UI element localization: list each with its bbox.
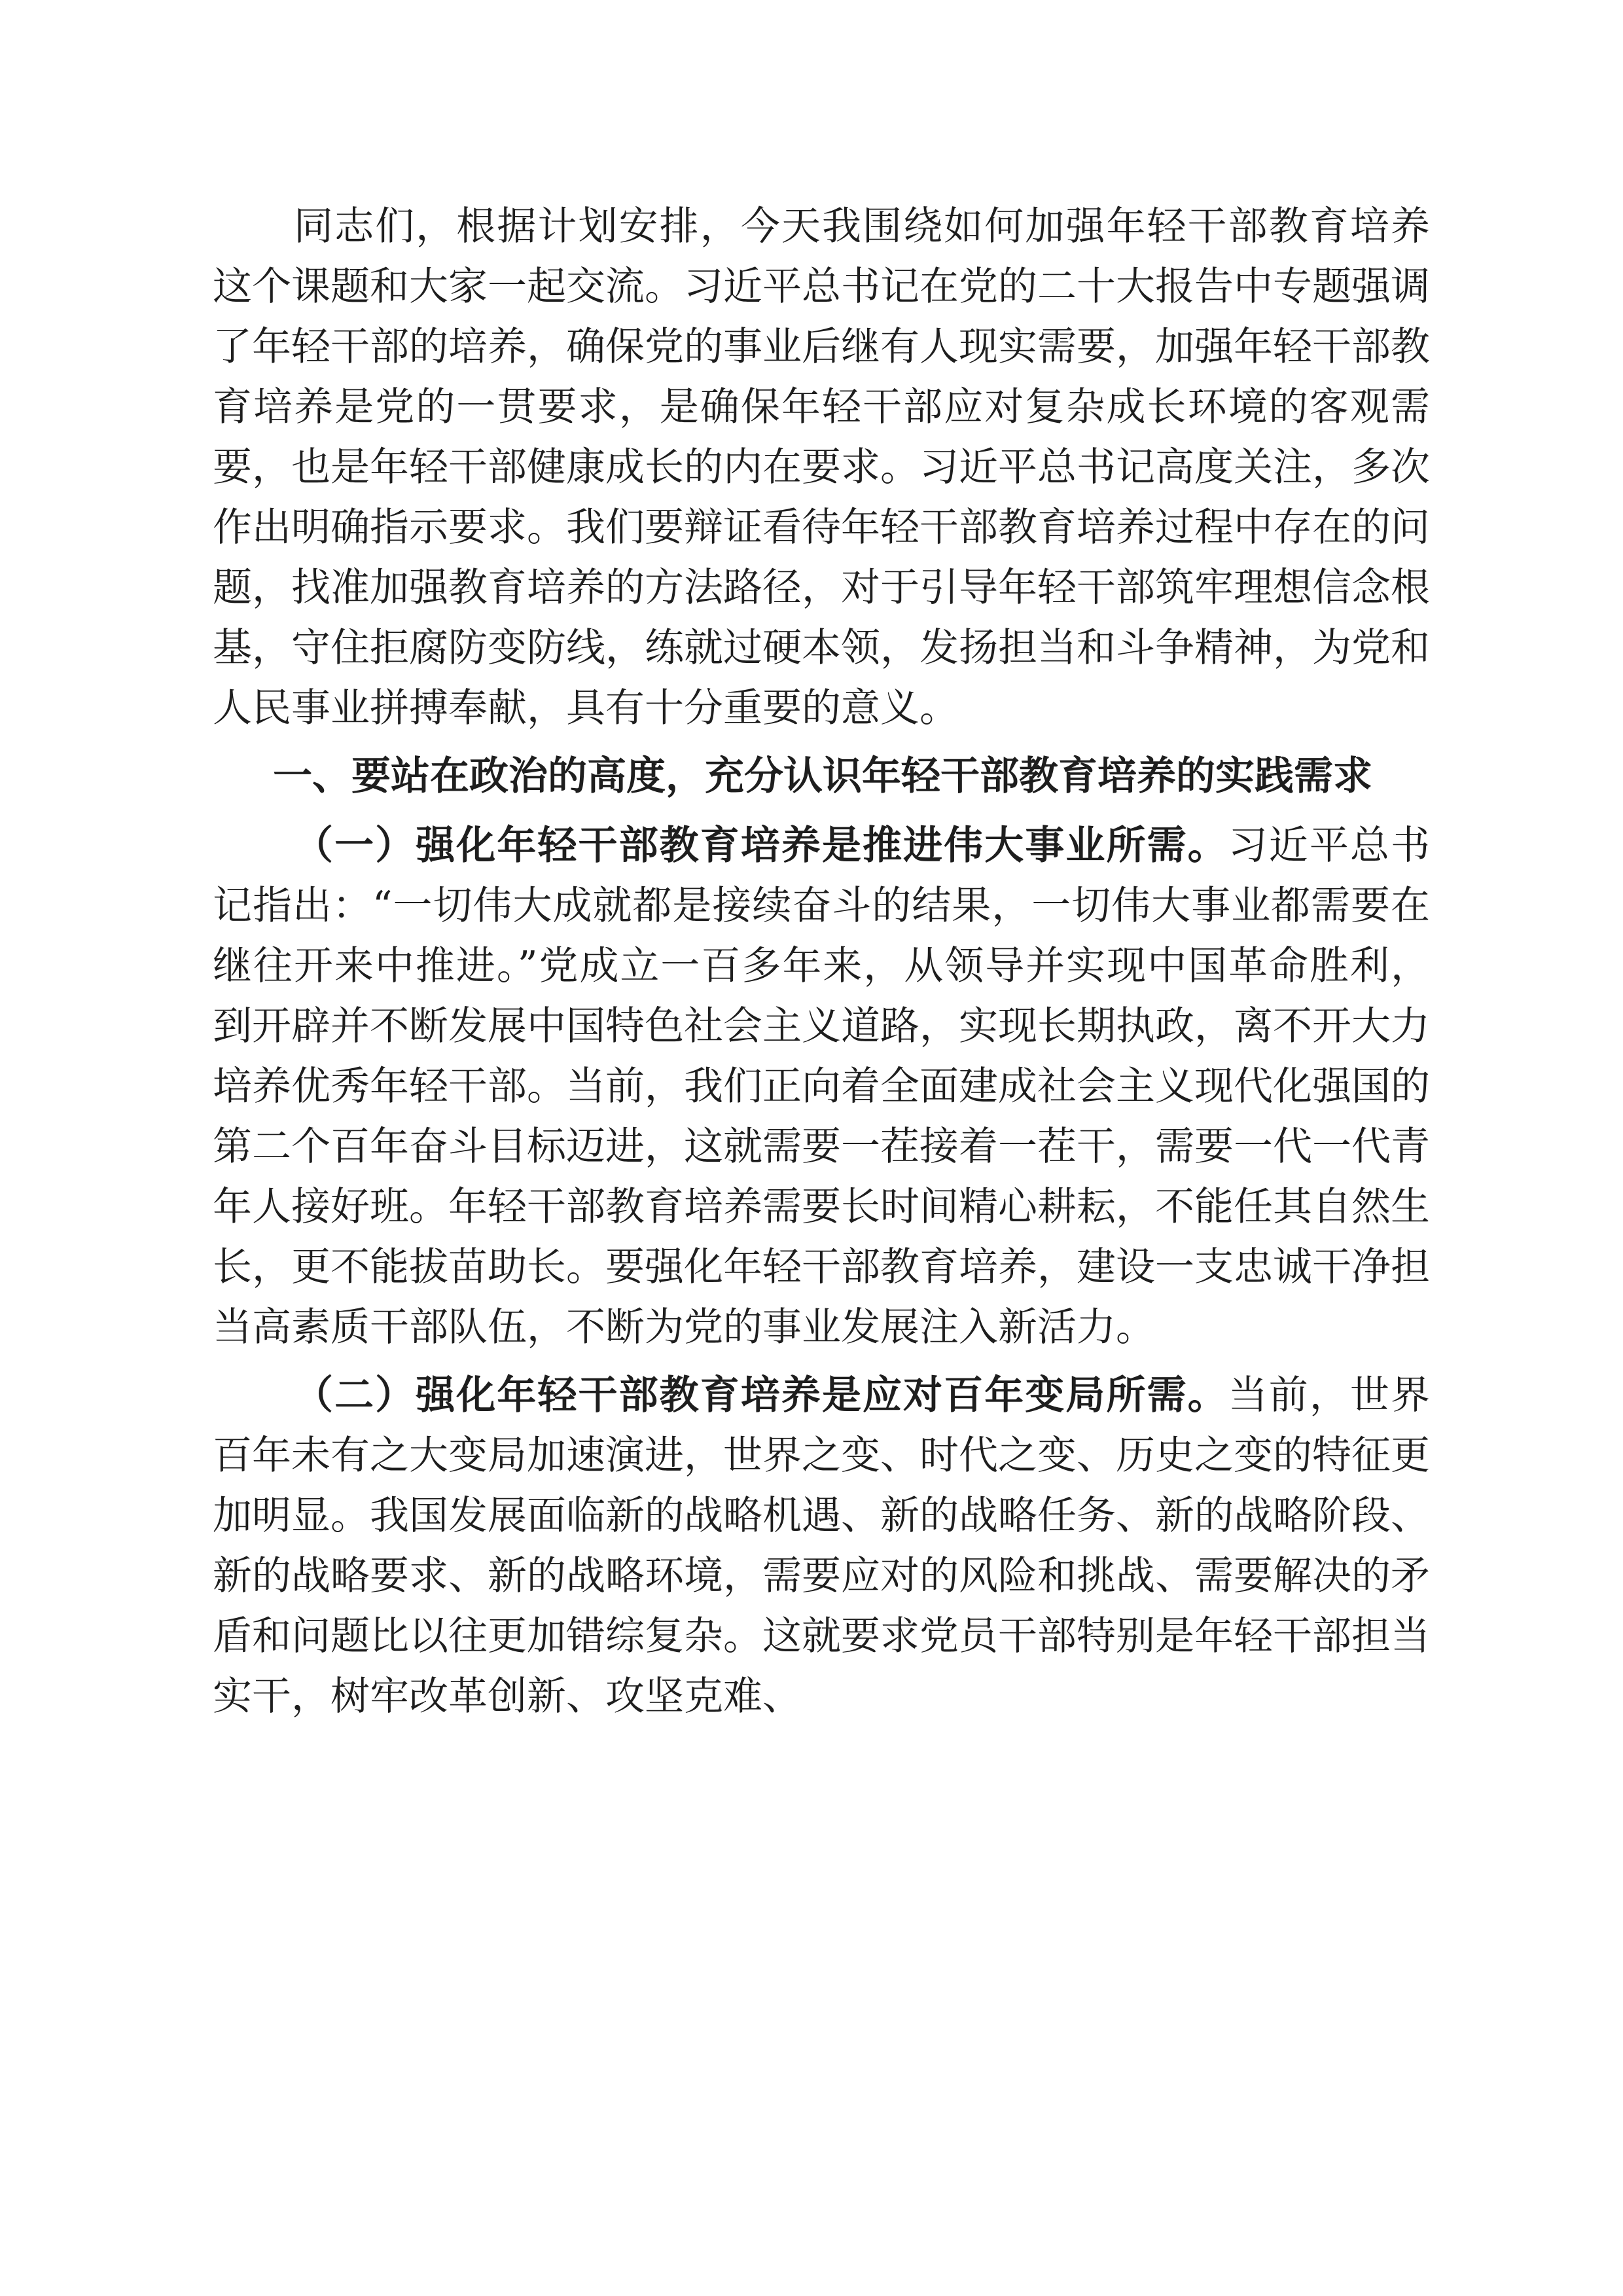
subsection-paragraph-1	[213, 816, 1430, 1357]
subsection-paragraph-2	[213, 1365, 1430, 1727]
subsection-lead-1: （一）强化年轻干部教育培养是推进伟大事业所需。	[294, 823, 1228, 869]
section-heading: 一、要站在政治的高度，充分认识年轻干部教育培养的实践需求	[273, 753, 1372, 799]
subsection-body-1: 习近平总书记指出：“一切伟大成就都是接续奋斗的结果，一切伟大事业都需要在继往开来中推进。”党成立一百多年来，从领导并实现中国革命胜利，到开辟并不断发展中国特色社会主义道路，实现长期执政，离不开大力培养优秀年轻干部。当前，我们正向着全面建成社会主义现代化强国的第二个百年奋斗目标迈进，这就需要一茬接着一茬干，需要一代一代青年人接好班。年轻干部教育培养需要长时间精心耕耘，不能任其自然生长，更不能拔苗助长。要强化年轻干部教育培养，建设一支忠诚干净担当高素质干部队伍，不断为党的事业发展注入新活力。	[213, 823, 1430, 1350]
subsection-lead-2: （二）强化年轻干部教育培养是应对百年变局所需。	[294, 1372, 1228, 1418]
subsection-body-2: 当前，世界百年未有之大变局加速演进，世界之变、时代之变、历史之变的特征更加明显。我国发展面临新的战略机遇、新的战略任务、新的战略阶段、新的战略要求、新的战略环境，需要应对的风险和挑战、需要解决的矛盾和问题比以往更加错综复杂。这就要求党员干部特别是年轻干部担当实干，树牢改革创新、攻坚克难、	[213, 1372, 1430, 1719]
intro-paragraph: 同志们，根据计划安排，今天我围绕如何加强年轻干部教育培养这个课题和大家一起交流。习近平总书记在党的二十大报告中专题强调了年轻干部的培养，确保党的事业后继有人现实需要，加强年轻干部教育培养是党的一贯要求，是确保年轻干部应对复杂成长环境的客观需要，也是年轻干部健康成长的内在要求。习近平总书记高度关注，多次作出明确指示要求。我们要辩证看待年轻干部教育培养过程中存在的问题，找准加强教育培养的方法路径，对于引导年轻干部筑牢理想信念根基，守住拒腐防变防线，练就过硬本领，发扬担当和斗争精神，为党和人民事业拼搏奉献，具有十分重要的意义。	[213, 204, 1430, 731]
document-page	[213, 196, 1430, 1734]
